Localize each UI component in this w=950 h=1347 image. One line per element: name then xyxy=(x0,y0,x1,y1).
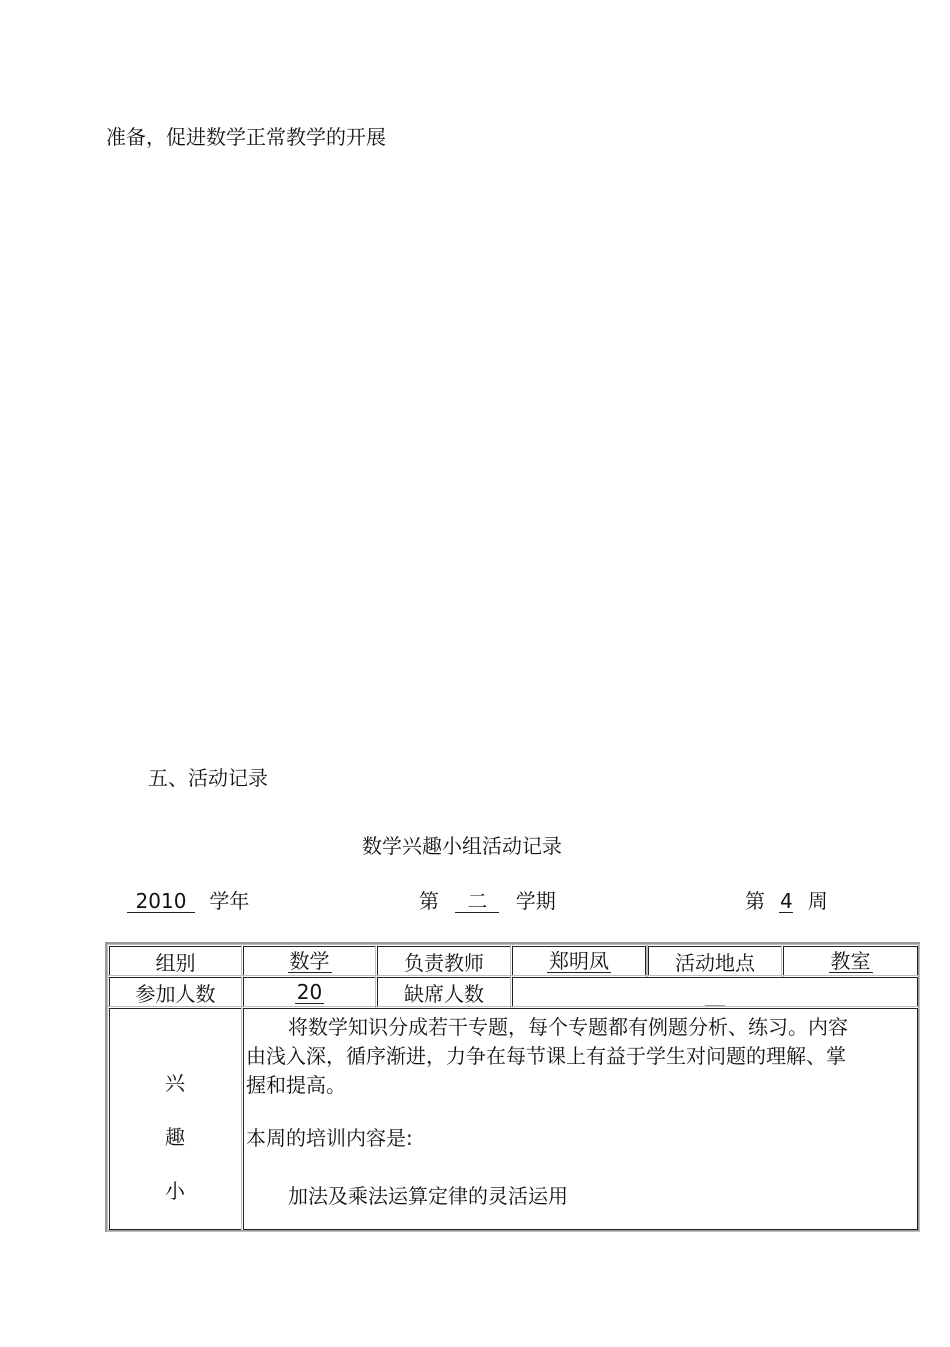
semester-field xyxy=(419,889,556,913)
group-label: 组别 xyxy=(155,950,196,975)
week-content: 加法及乘法运算定律的灵活运用 xyxy=(288,1184,568,1208)
section-heading: 五、活动记录 xyxy=(148,766,268,790)
content-paragraph-line: 握和提高。 xyxy=(246,1073,346,1097)
attendees-value-cell xyxy=(243,977,376,1007)
content-paragraph-line: 由浅入深，循序渐进，力争在每节课上有益于学生对问题的理解、掌 xyxy=(246,1044,846,1068)
semester-value: 二 xyxy=(455,890,499,913)
week-prefix: 第 xyxy=(745,889,765,913)
absent-label: 缺席人数 xyxy=(404,981,484,1006)
location-label-cell xyxy=(648,946,782,976)
side-char: 趣 xyxy=(165,1125,185,1149)
attendees-value: 20 xyxy=(296,979,323,1004)
location-label: 活动地点 xyxy=(675,950,755,975)
teacher-value-cell xyxy=(512,946,646,976)
content-paragraph-line: 将数学知识分成若干专题，每个专题都有例题分析、练习。内容 xyxy=(288,1015,848,1039)
group-value: 数学 xyxy=(289,948,330,973)
absent-value: __ xyxy=(705,983,725,1007)
week-content-label: 本周的培训内容是: xyxy=(246,1126,413,1150)
teacher-label: 负责教师 xyxy=(404,950,484,975)
location-value-cell xyxy=(783,946,918,976)
teacher-value: 郑明凤 xyxy=(549,948,609,973)
group-value-cell xyxy=(243,946,376,976)
record-title: 数学兴趣小组活动记录 xyxy=(362,834,562,858)
week-value: 4 xyxy=(779,889,793,913)
attendees-label-cell xyxy=(109,977,242,1007)
side-char: 小 xyxy=(165,1179,185,1203)
intro-text: 准备，促进数学正常教学的开展 xyxy=(106,125,386,149)
group-label-cell xyxy=(109,946,242,976)
semester-label: 学期 xyxy=(515,889,556,913)
attendees-label: 参加人数 xyxy=(135,981,216,1006)
absent-label-cell xyxy=(377,977,511,1007)
side-title-cell xyxy=(109,1008,242,1230)
year-field xyxy=(127,889,249,913)
location-value: 教室 xyxy=(830,948,871,973)
side-char: 兴 xyxy=(165,1071,185,1095)
week-field xyxy=(745,889,828,913)
week-label: 周 xyxy=(807,889,828,913)
absent-value-cell xyxy=(512,977,918,1007)
content-cell xyxy=(243,1008,918,1230)
record-table xyxy=(105,942,920,1232)
year-label: 学年 xyxy=(209,889,250,913)
teacher-label-cell xyxy=(377,946,511,976)
year-value: 2010 xyxy=(127,890,195,913)
semester-prefix: 第 xyxy=(419,889,439,913)
